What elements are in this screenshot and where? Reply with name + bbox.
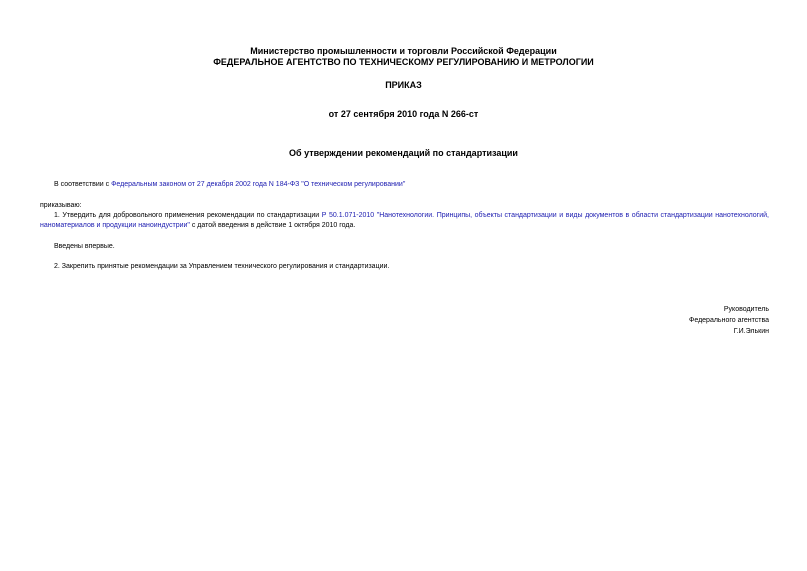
signature-position-2: Федерального агентства (689, 317, 769, 324)
legal-basis (54, 180, 405, 190)
item1-suffix: с датой введения в действие 1 октября 2010 года. (189, 222, 356, 229)
federal-law-link[interactable]: Федеральным законом от 27 декабря 2002 года N 184-ФЗ "О техническом регулировании" (111, 181, 406, 188)
document-type: ПРИКАЗ (385, 80, 422, 90)
ministry-title: Министерство промышленности и торговли Российской Федерации (250, 46, 557, 56)
agency-title: ФЕДЕРАЛЬНОЕ АГЕНТСТВО ПО ТЕХНИЧЕСКОМУ РЕГУЛИРОВАНИЮ И МЕТРОЛОГИИ (213, 57, 594, 67)
introduced-note: Введены впервые. (54, 243, 115, 250)
signature-name: Г.И.Элькин (733, 328, 769, 335)
document-subject: Об утверждении рекомендаций по стандартизации (289, 148, 518, 158)
signature-position-1: Руководитель (723, 306, 769, 313)
recommendation-link[interactable]: Р 50.1.071-2010 "Нанотехнологии. Принципы, объекты стандартизации и виды документов в области стандартизации нанотехнологий, наноматериалов и продукции наноиндустрии" (40, 212, 769, 229)
order-item-2: 2. Закрепить принятые рекомендации за Управлением технического регулирования и стандартизации. (54, 263, 390, 270)
item1-prefix: 1. Утвердить для добровольного применения рекомендации по стандартизации (54, 212, 322, 219)
legal-basis-prefix: В соответствии с (54, 181, 112, 188)
order-item-1 (40, 211, 769, 231)
order-word: приказываю: (40, 202, 82, 209)
document-date-number: от 27 сентября 2010 года N 266-ст (328, 109, 479, 119)
